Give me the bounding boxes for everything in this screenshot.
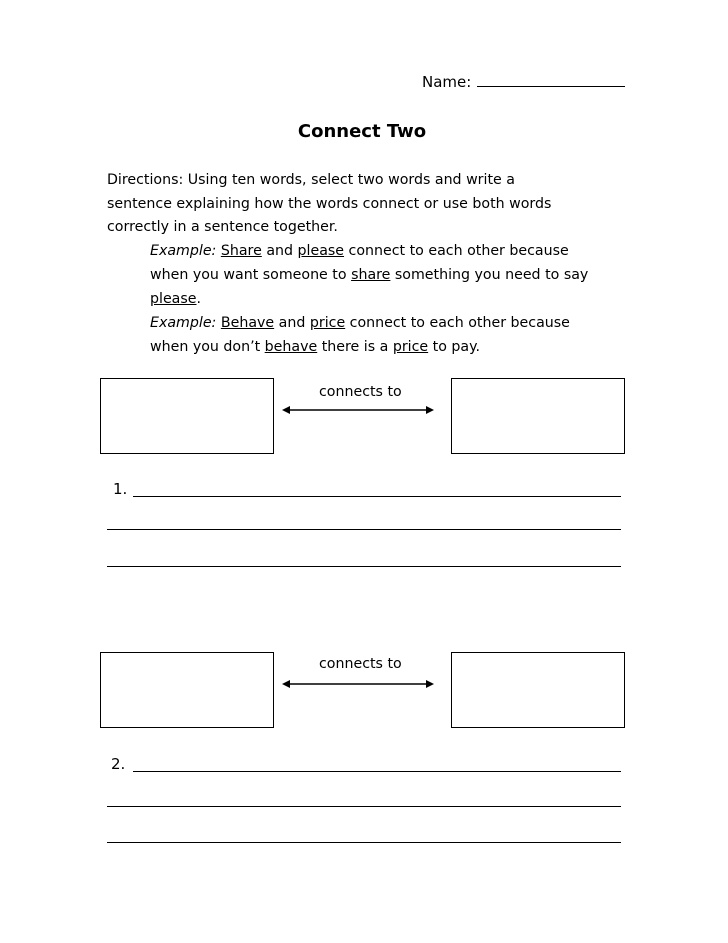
directions-line-1: Directions: Using ten words, select two words and write a <box>107 172 515 188</box>
word-box-left-1[interactable] <box>100 378 274 454</box>
example-1-text: something you need to say <box>390 267 589 283</box>
example-2-word-1: Behave <box>220 315 275 331</box>
answer-line[interactable] <box>107 566 621 567</box>
example-1-word-1-repeat: share <box>351 267 391 283</box>
example-1-text: . <box>196 291 202 307</box>
answer-number-1: 1. <box>113 480 128 498</box>
answer-line[interactable] <box>133 771 621 772</box>
word-box-left-2[interactable] <box>100 652 274 728</box>
example-2-word-2: price <box>309 315 346 331</box>
worksheet-title <box>0 121 728 142</box>
example-1-text: and <box>261 243 298 259</box>
example-2-text: connect to each other because <box>345 315 570 331</box>
word-box-right-2[interactable] <box>451 652 625 728</box>
directions-line-3: correctly in a sentence together. <box>107 219 338 235</box>
answer-number-2: 2. <box>111 755 126 773</box>
answer-line[interactable] <box>107 529 621 530</box>
example-2-text: there is a <box>317 339 393 355</box>
example-1-line-2 <box>150 267 588 283</box>
example-1-word-2-repeat: please <box>150 291 197 307</box>
example-2-line-1 <box>150 315 570 331</box>
connects-to-label-1: connects to <box>319 384 402 400</box>
double-arrow-icon <box>282 403 434 417</box>
answer-line[interactable] <box>133 496 621 497</box>
example-1-line-1 <box>150 243 569 259</box>
example-1-word-1: Share <box>220 243 262 259</box>
directions-line-2: sentence explaining how the words connect or use both words <box>107 196 552 212</box>
example-2-text: when you don’t <box>150 339 265 355</box>
example-1-label: Example: <box>150 243 217 259</box>
example-1-text: when you want someone to <box>150 267 352 283</box>
name-field <box>422 72 625 91</box>
example-2-word-2-repeat: price <box>392 339 429 355</box>
connects-to-label-2: connects to <box>319 656 402 672</box>
answer-line[interactable] <box>107 842 621 843</box>
word-box-right-1[interactable] <box>451 378 625 454</box>
example-1-line-3 <box>150 291 201 307</box>
example-1-word-2: please <box>297 243 345 259</box>
example-2-word-1-repeat: behave <box>264 339 318 355</box>
example-2-text: to pay. <box>428 339 480 355</box>
example-2-label: Example: <box>150 315 217 331</box>
example-2-line-2 <box>150 339 480 355</box>
worksheet-title-text: Connect Two <box>297 121 427 142</box>
name-blank-line[interactable] <box>477 72 625 87</box>
double-arrow-icon <box>282 677 434 691</box>
name-label: Name: <box>422 73 472 91</box>
answer-line[interactable] <box>107 806 621 807</box>
example-1-text: connect to each other because <box>344 243 569 259</box>
example-2-text: and <box>274 315 310 331</box>
